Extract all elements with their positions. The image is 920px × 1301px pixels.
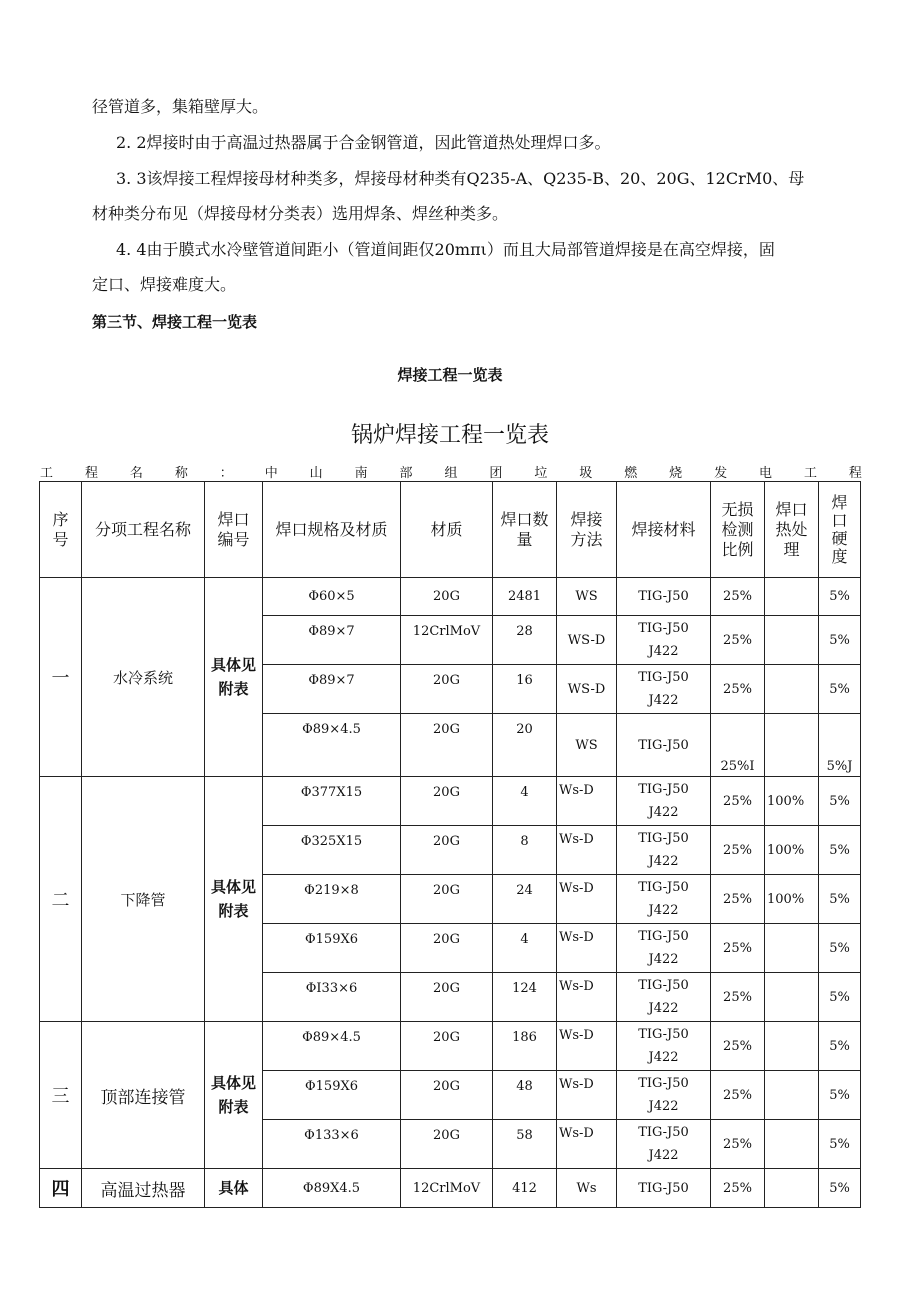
- weld-method: WS-D: [557, 616, 617, 665]
- hardness-ratio: 5%: [819, 578, 861, 616]
- heat-treatment: [765, 1169, 819, 1208]
- weld-material: 20G: [401, 875, 493, 924]
- hardness-ratio: 5%: [819, 875, 861, 924]
- project-name-char: 程: [848, 466, 862, 481]
- hardness-ratio: 5%: [819, 924, 861, 973]
- table-row: [40, 1169, 861, 1208]
- header-name: 分项工程名称: [82, 482, 205, 578]
- ndt-ratio: 25%: [711, 616, 765, 665]
- weld-consumable: TIG-J50 J422: [617, 777, 711, 826]
- weld-method: WS: [557, 714, 617, 777]
- ndt-ratio: 25%: [711, 973, 765, 1022]
- heat-treatment: [765, 616, 819, 665]
- header-code: 焊口 编号: [205, 482, 263, 578]
- project-name-char: 燃: [624, 466, 638, 481]
- weld-count: 8: [493, 826, 557, 875]
- welding-table: [39, 481, 861, 1208]
- project-name-char: 程: [84, 466, 98, 481]
- heat-treatment: [765, 665, 819, 714]
- header-row: [40, 482, 861, 578]
- project-name-char: 南: [354, 466, 368, 481]
- group-code: 具体见 附表: [205, 1022, 263, 1169]
- group-seq: 四: [40, 1169, 82, 1208]
- weld-consumable: TIG-J50 J422: [617, 1022, 711, 1071]
- table-title: 锅炉焊接工程一览表: [350, 423, 549, 448]
- paragraph-line: 径管道多，集箱壁厚大。: [92, 97, 269, 116]
- weld-count: 48: [493, 1071, 557, 1120]
- project-name-char: 团: [489, 466, 503, 481]
- project-name-char: 烧: [669, 466, 683, 481]
- table-row: [40, 777, 861, 826]
- ndt-ratio: 25%: [711, 924, 765, 973]
- project-name-char: 垃: [534, 466, 548, 481]
- ndt-ratio: 25%: [711, 1071, 765, 1120]
- project-name-char: 山: [309, 466, 323, 481]
- project-name-line: [40, 462, 862, 480]
- project-name-char: 工: [803, 466, 817, 481]
- group-code: 具体见 附表: [205, 777, 263, 1022]
- weld-method: Ws-D: [557, 826, 617, 875]
- section-heading: 第三节、焊接工程一览表: [92, 313, 258, 331]
- weld-material: 20G: [401, 665, 493, 714]
- weld-consumable: TIG-J50 J422: [617, 875, 711, 924]
- weld-material: 20G: [401, 1022, 493, 1071]
- project-name-char: 发: [714, 466, 728, 481]
- weld-method: WS-D: [557, 665, 617, 714]
- header-heat: 焊口 热处 理: [765, 482, 819, 578]
- project-name-char: 名: [129, 466, 143, 481]
- project-name-char: 部: [399, 466, 413, 481]
- weld-count: 24: [493, 875, 557, 924]
- heat-treatment: [765, 1071, 819, 1120]
- hardness-ratio: 5%: [819, 665, 861, 714]
- weld-consumable: TIG-J50 J422: [617, 973, 711, 1022]
- hardness-ratio: 5%J: [819, 714, 861, 777]
- paragraph-line: 定口、焊接难度大。: [92, 275, 237, 294]
- header-consumable: 焊接材料: [617, 482, 711, 578]
- weld-material: 12CrlMoV: [401, 1169, 493, 1208]
- weld-material: 20G: [401, 924, 493, 973]
- weld-spec: Φ89×4.5: [263, 1022, 401, 1071]
- project-name-char: ：: [219, 466, 233, 481]
- weld-count: 58: [493, 1120, 557, 1169]
- group-seq: 一: [40, 578, 82, 777]
- project-name-char: 中: [264, 466, 278, 481]
- project-name-char: 称: [174, 466, 188, 481]
- weld-spec: Φ89×7: [263, 616, 401, 665]
- weld-method: Ws-D: [557, 973, 617, 1022]
- project-name-char: 圾: [579, 466, 593, 481]
- weld-material: 20G: [401, 1120, 493, 1169]
- weld-method: Ws: [557, 1169, 617, 1208]
- paragraph-line: 材种类分布见（焊接母材分类表）选用焊条、焊丝种类多。: [92, 204, 509, 223]
- paragraph-line: 3. 3该焊接工程焊接母材种类多，焊接母材种类有Q235-A、Q235-B、20、20G、12CrM0、母: [116, 169, 805, 188]
- weld-spec: Φ325X15: [263, 826, 401, 875]
- weld-method: Ws-D: [557, 1120, 617, 1169]
- ndt-ratio: 25%: [711, 578, 765, 616]
- ndt-ratio: 25%: [711, 1169, 765, 1208]
- weld-spec: Φ60×5: [263, 578, 401, 616]
- weld-material: 20G: [401, 973, 493, 1022]
- weld-count: 124: [493, 973, 557, 1022]
- weld-count: 4: [493, 777, 557, 826]
- ndt-ratio: 25%: [711, 777, 765, 826]
- header-material: 材质: [401, 482, 493, 578]
- ndt-ratio: 25%I: [711, 714, 765, 777]
- project-name-char: 工: [40, 466, 54, 481]
- ndt-ratio: 25%: [711, 1022, 765, 1071]
- weld-method: Ws-D: [557, 1071, 617, 1120]
- heat-treatment: 100%: [765, 875, 819, 924]
- hardness-ratio: 5%: [819, 1022, 861, 1071]
- heat-treatment: [765, 973, 819, 1022]
- table-subtitle: 焊接工程一览表: [397, 366, 503, 384]
- weld-spec: Φ133×6: [263, 1120, 401, 1169]
- weld-consumable: TIG-J50 J422: [617, 616, 711, 665]
- header-seq: 序 号: [40, 482, 82, 578]
- weld-count: 4: [493, 924, 557, 973]
- hardness-ratio: 5%: [819, 1169, 861, 1208]
- heat-treatment: [765, 1120, 819, 1169]
- hardness-ratio: 5%: [819, 777, 861, 826]
- weld-consumable: TIG-J50: [617, 1169, 711, 1208]
- weld-consumable: TIG-J50 J422: [617, 924, 711, 973]
- heat-treatment: 100%: [765, 826, 819, 875]
- hardness-ratio: 5%: [819, 1120, 861, 1169]
- header-method: 焊接 方法: [557, 482, 617, 578]
- header-hardness: 焊 口 硬 度: [819, 482, 861, 578]
- weld-consumable: TIG-J50 J422: [617, 826, 711, 875]
- hardness-ratio: 5%: [819, 1071, 861, 1120]
- weld-count: 186: [493, 1022, 557, 1071]
- group-seq: 三: [40, 1022, 82, 1169]
- group-seq: 二: [40, 777, 82, 1022]
- paragraph-line: 4. 4由于膜式水冷壁管道间距小（管道间距仅20mπι）而且大局部管道焊接是在高空焊接，固: [116, 240, 775, 259]
- heat-treatment: [765, 924, 819, 973]
- weld-count: 28: [493, 616, 557, 665]
- weld-spec: ΦI33×6: [263, 973, 401, 1022]
- table-row: [40, 578, 861, 616]
- ndt-ratio: 25%: [711, 665, 765, 714]
- weld-spec: Φ89×7: [263, 665, 401, 714]
- hardness-ratio: 5%: [819, 616, 861, 665]
- weld-method: Ws-D: [557, 1022, 617, 1071]
- weld-material: 20G: [401, 1071, 493, 1120]
- group-code: 具体: [205, 1169, 263, 1208]
- weld-consumable: TIG-J50 J422: [617, 1071, 711, 1120]
- weld-method: Ws-D: [557, 875, 617, 924]
- weld-count: 16: [493, 665, 557, 714]
- weld-method: Ws-D: [557, 777, 617, 826]
- group-name: 高温过热器: [82, 1169, 205, 1208]
- header-spec: 焊口规格及材质: [263, 482, 401, 578]
- paragraph-line: 2. 2焊接时由于高温过热器属于合金钢管道，因此管道热处理焊口多。: [116, 133, 611, 152]
- weld-spec: Φ219×8: [263, 875, 401, 924]
- weld-material: 20G: [401, 714, 493, 777]
- weld-material: 20G: [401, 826, 493, 875]
- weld-count: 2481: [493, 578, 557, 616]
- weld-spec: Φ89X4.5: [263, 1169, 401, 1208]
- weld-spec: Φ89×4.5: [263, 714, 401, 777]
- project-name-char: 组: [444, 466, 458, 481]
- group-code: 具体见 附表: [205, 578, 263, 777]
- group-name: 下降管: [82, 777, 205, 1022]
- weld-consumable: TIG-J50 J422: [617, 665, 711, 714]
- weld-consumable: TIG-J50: [617, 578, 711, 616]
- weld-material: 20G: [401, 578, 493, 616]
- ndt-ratio: 25%: [711, 1120, 765, 1169]
- weld-spec: Φ377X15: [263, 777, 401, 826]
- group-name: 顶部连接管: [82, 1022, 205, 1169]
- ndt-ratio: 25%: [711, 826, 765, 875]
- weld-method: Ws-D: [557, 924, 617, 973]
- weld-spec: Φ159X6: [263, 924, 401, 973]
- weld-consumable: TIG-J50 J422: [617, 1120, 711, 1169]
- weld-method: WS: [557, 578, 617, 616]
- weld-spec: Φ159X6: [263, 1071, 401, 1120]
- weld-consumable: TIG-J50: [617, 714, 711, 777]
- weld-material: 12CrlMoV: [401, 616, 493, 665]
- weld-count: 412: [493, 1169, 557, 1208]
- weld-material: 20G: [401, 777, 493, 826]
- heat-treatment: [765, 714, 819, 777]
- heat-treatment: 100%: [765, 777, 819, 826]
- heat-treatment: [765, 578, 819, 616]
- weld-count: 20: [493, 714, 557, 777]
- hardness-ratio: 5%: [819, 973, 861, 1022]
- ndt-ratio: 25%: [711, 875, 765, 924]
- header-count: 焊口数 量: [493, 482, 557, 578]
- table-row: [40, 1022, 861, 1071]
- group-name: 水冷系统: [82, 578, 205, 777]
- heat-treatment: [765, 1022, 819, 1071]
- project-name-char: 电: [759, 466, 773, 481]
- header-ndt: 无损 检测 比例: [711, 482, 765, 578]
- hardness-ratio: 5%: [819, 826, 861, 875]
